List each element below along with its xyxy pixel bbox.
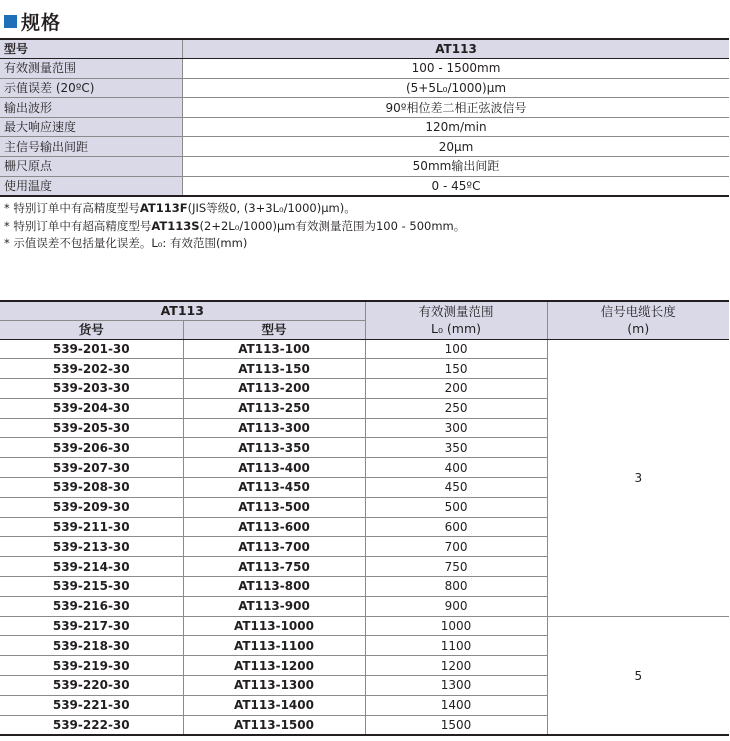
model-cell: AT113-1000 (183, 616, 365, 636)
model-cell: AT113-400 (183, 458, 365, 478)
range-cell: 500 (365, 497, 547, 517)
code-cell: 539-206-30 (0, 438, 183, 458)
range-cell: 300 (365, 418, 547, 438)
model-cell: AT113-100 (183, 339, 365, 359)
range-cell: 1500 (365, 715, 547, 735)
spec-value: 120m/min (183, 117, 730, 137)
code-cell: 539-214-30 (0, 557, 183, 577)
model-cell: AT113-900 (183, 596, 365, 616)
model-cell: AT113-600 (183, 517, 365, 537)
spec-label: 输出波形 (0, 98, 183, 118)
code-cell: 539-204-30 (0, 398, 183, 418)
spec-value: (5+5L₀/1000)µm (183, 78, 730, 98)
range-cell: 700 (365, 537, 547, 557)
spec-label: 最大响应速度 (0, 117, 183, 137)
range-cell: 600 (365, 517, 547, 537)
code-cell: 539-216-30 (0, 596, 183, 616)
model-cell: AT113-750 (183, 557, 365, 577)
range-cell: 250 (365, 398, 547, 418)
range-cell: 800 (365, 577, 547, 597)
spec-value: 20µm (183, 137, 730, 157)
spec-value: 50mm输出间距 (183, 157, 730, 177)
range-cell: 150 (365, 359, 547, 379)
code-cell: 539-208-30 (0, 478, 183, 498)
spec-header-row (0, 39, 729, 59)
range-cell: 450 (365, 478, 547, 498)
spec-label: 有效测量范围 (0, 59, 183, 79)
code-cell: 539-217-30 (0, 616, 183, 636)
table-row (0, 339, 729, 359)
code-cell: 539-218-30 (0, 636, 183, 656)
code-cell: 539-211-30 (0, 517, 183, 537)
range-cell: 400 (365, 458, 547, 478)
spec-row (0, 59, 729, 79)
section-title: 规格 (21, 11, 62, 34)
code-cell: 539-213-30 (0, 537, 183, 557)
note-2: * 特别订单中有超高精度型号AT113S(2+2L₀/1000)µm有效测量范围为100 - 500mm。 (4, 218, 466, 233)
model-cell: AT113-250 (183, 398, 365, 418)
spec-value: 0 - 45ºC (183, 176, 730, 196)
col-cable-header: 信号电缆长度 (m) (547, 301, 729, 339)
code-cell: 539-219-30 (0, 656, 183, 676)
code-cell: 539-222-30 (0, 715, 183, 735)
code-cell: 539-215-30 (0, 577, 183, 597)
model-cell: AT113-1500 (183, 715, 365, 735)
spec-label: 栅尺原点 (0, 157, 183, 177)
spec-header-value: AT113 (183, 39, 730, 59)
model-cell: AT113-1200 (183, 656, 365, 676)
range-cell: 750 (365, 557, 547, 577)
range-cell: 100 (365, 339, 547, 359)
spec-row (0, 176, 729, 196)
range-cell: 350 (365, 438, 547, 458)
group-header: AT113 (0, 301, 365, 320)
code-cell: 539-220-30 (0, 676, 183, 696)
code-cell: 539-201-30 (0, 339, 183, 359)
range-cell: 900 (365, 596, 547, 616)
code-cell: 539-207-30 (0, 458, 183, 478)
code-cell: 539-202-30 (0, 359, 183, 379)
col-code-header: 货号 (0, 320, 183, 339)
spec-table (0, 38, 729, 197)
model-cell: AT113-200 (183, 379, 365, 399)
model-cell: AT113-800 (183, 577, 365, 597)
model-cell: AT113-450 (183, 478, 365, 498)
notes (4, 200, 465, 253)
spec-row (0, 78, 729, 98)
cable-length-cell: 5 (547, 616, 729, 735)
spec-row (0, 98, 729, 118)
spec-row (0, 137, 729, 157)
square-bullet-icon (4, 15, 17, 28)
spec-value: 90º相位差二相正弦波信号 (183, 98, 730, 118)
range-cell: 1200 (365, 656, 547, 676)
section-heading (4, 8, 61, 34)
model-cell: AT113-1300 (183, 676, 365, 696)
range-cell: 1000 (365, 616, 547, 636)
model-cell: AT113-1400 (183, 695, 365, 715)
range-cell: 1100 (365, 636, 547, 656)
model-cell: AT113-500 (183, 497, 365, 517)
note-1: * 特别订单中有高精度型号AT113F(JIS等级0, (3+3L₀/1000)µm)。 (4, 201, 356, 215)
cable-length-cell: 3 (547, 339, 729, 616)
code-cell: 539-221-30 (0, 695, 183, 715)
table-row (0, 616, 729, 636)
model-cell: AT113-350 (183, 438, 365, 458)
model-cell: AT113-700 (183, 537, 365, 557)
code-cell: 539-205-30 (0, 418, 183, 438)
spec-row (0, 117, 729, 137)
model-table (0, 300, 729, 736)
spec-label: 示值误差 (20ºC) (0, 78, 183, 98)
range-cell: 1300 (365, 676, 547, 696)
range-cell: 1400 (365, 695, 547, 715)
model-cell: AT113-1100 (183, 636, 365, 656)
model-cell: AT113-300 (183, 418, 365, 438)
spec-label: 使用温度 (0, 176, 183, 196)
col-range-header: 有效测量范围 L₀ (mm) (365, 301, 547, 339)
spec-row (0, 157, 729, 177)
note-3: * 示值误差不包括量化误差。L₀: 有效范围(mm) (4, 236, 248, 250)
model-cell: AT113-150 (183, 359, 365, 379)
spec-header-label: 型号 (0, 39, 183, 59)
spec-label: 主信号输出间距 (0, 137, 183, 157)
col-model-header: 型号 (183, 320, 365, 339)
range-cell: 200 (365, 379, 547, 399)
code-cell: 539-203-30 (0, 379, 183, 399)
spec-value: 100 - 1500mm (183, 59, 730, 79)
code-cell: 539-209-30 (0, 497, 183, 517)
